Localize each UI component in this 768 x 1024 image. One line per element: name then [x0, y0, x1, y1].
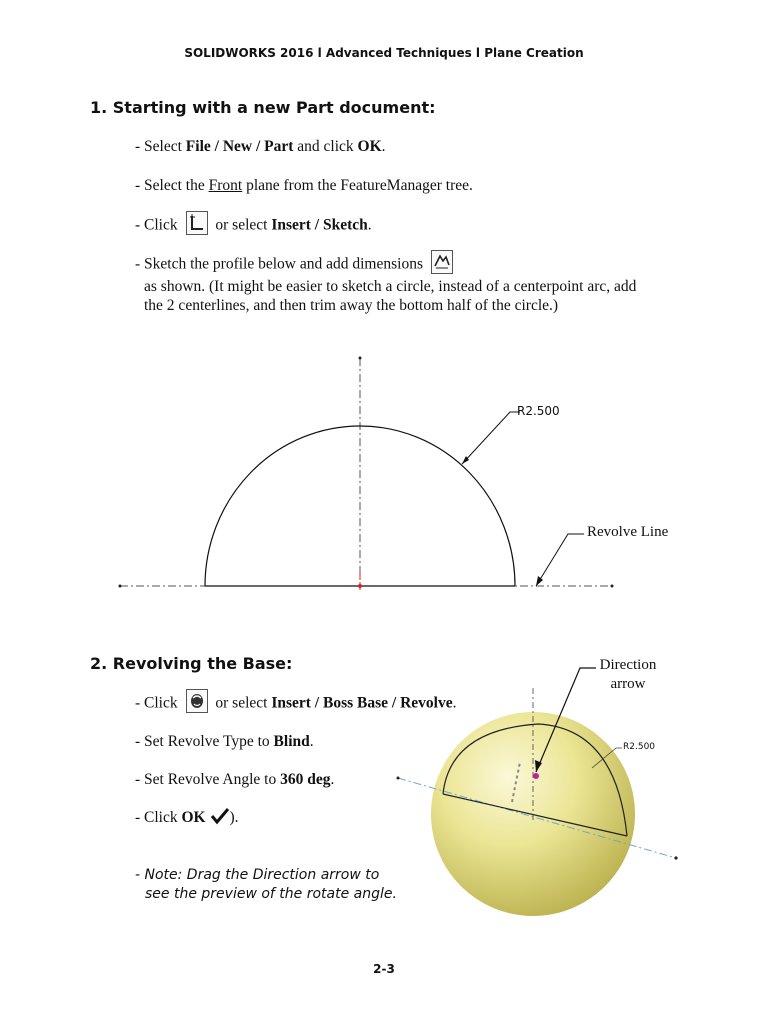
text: . — [330, 771, 335, 788]
text-bold: OK — [181, 809, 206, 826]
text-underline: Front — [208, 177, 243, 194]
text: plane from the FeatureManager tree. — [242, 177, 473, 194]
section-1-title: 1. Starting with a new Part document: — [90, 98, 436, 117]
page-header: SOLIDWORKS 2016 l Advanced Techniques l Plane Creation — [184, 46, 584, 60]
text: - Sketch the profile below and add dimensions — [135, 255, 423, 273]
note-line: see the preview of the rotate angle. — [145, 886, 397, 902]
text: - Set Revolve Type to — [135, 733, 274, 750]
text: the 2 centerlines, and then trim away the bottom half of the circle.) — [144, 297, 559, 314]
axis-endpoint — [674, 856, 677, 859]
text: . — [367, 216, 372, 234]
section-2-title: 2. Revolving the Base: — [90, 654, 293, 673]
radius-dimension-label: R2.500 — [517, 404, 560, 418]
text-bold: Insert / Boss Base / Revolve — [271, 694, 453, 712]
text: . — [452, 694, 457, 712]
text: ). — [229, 809, 239, 826]
text: - Click — [135, 809, 182, 826]
revolve-line-label: Revolve Line — [587, 524, 669, 540]
callout-line: arrow — [610, 676, 646, 692]
text: - Select — [135, 138, 186, 155]
text-bold: Insert / Sketch — [271, 216, 368, 234]
note-line: - Note: Drag the Direction arrow to — [135, 867, 380, 883]
radius-dimension-label: R2.500 — [623, 742, 656, 752]
direction-arrow-handle[interactable] — [533, 773, 539, 779]
text: as shown. (It might be easier to sketch a circle, instead of a centerpoint arc, add — [144, 278, 637, 295]
text-bold: File / New / Part — [185, 138, 294, 155]
text-bold: Blind — [273, 733, 310, 750]
axis-endpoint — [397, 777, 400, 780]
text: or select — [215, 216, 272, 234]
text: - Click — [135, 694, 178, 712]
text: and click — [293, 138, 358, 155]
text-bold: OK — [357, 138, 382, 155]
callout-line: Direction — [599, 657, 657, 673]
text: - Select the — [135, 177, 209, 194]
text: . — [309, 733, 314, 750]
text: - Click — [135, 216, 178, 234]
page-number: 2-3 — [373, 962, 395, 976]
direction-arrow-callout — [592, 656, 664, 694]
text-bold: 360 deg — [280, 771, 331, 788]
text: - Set Revolve Angle to — [135, 771, 281, 788]
text: or select — [215, 694, 272, 712]
text: . — [381, 138, 386, 155]
